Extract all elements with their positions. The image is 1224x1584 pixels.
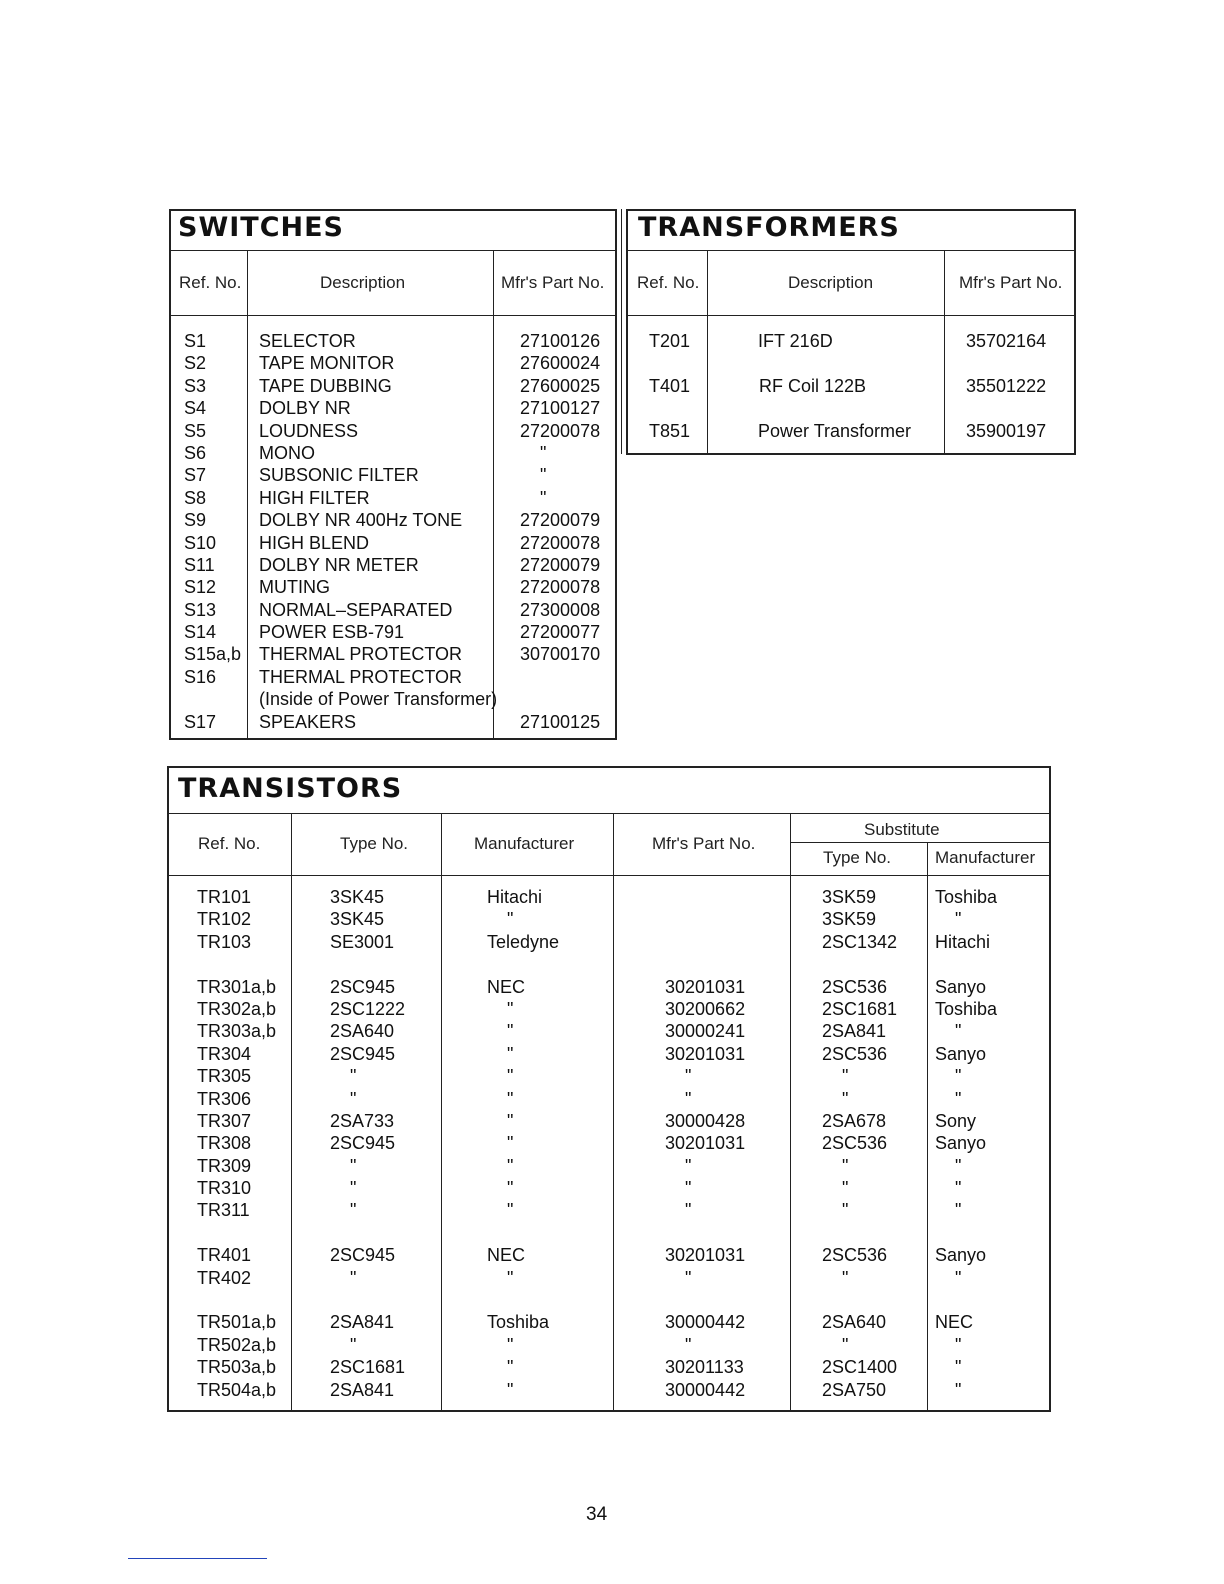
switch-ref: S9 <box>184 510 207 531</box>
transistor-ref: TR402 <box>197 1267 252 1288</box>
transformers-header-ref: Ref. No. <box>637 273 700 292</box>
transistor-type: " <box>350 1267 357 1288</box>
footer-rule <box>128 1558 267 1559</box>
transistors-header-type: Type No. <box>340 834 409 853</box>
transformers-col-divider <box>944 250 945 455</box>
transistor-part: 30201031 <box>665 976 746 997</box>
transistor-ref: TR302a,b <box>197 998 277 1019</box>
transistor-mfr: " <box>507 1267 514 1288</box>
transistor-type: 2SC1681 <box>330 1357 406 1378</box>
switches-col-divider <box>247 250 248 740</box>
transistor-sub-mfr <box>935 1222 997 1244</box>
transistor-type: " <box>350 1200 357 1221</box>
switch-desc: DOLBY NR 400Hz TONE <box>259 510 463 531</box>
transistor-mfr: " <box>507 1043 514 1064</box>
transformers-header-part: Mfr's Part No. <box>959 273 1063 292</box>
transistors-mfr-column <box>487 886 559 1401</box>
switches-header-desc: Description <box>320 273 406 292</box>
switches-header-ref: Ref. No. <box>179 273 242 292</box>
transistor-mfr: " <box>507 1200 514 1221</box>
transistor-sub-mfr: " <box>955 909 962 930</box>
transformers-title: TRANSFORMERS <box>638 212 900 243</box>
page-number: 34 <box>586 1504 608 1525</box>
transistor-sub-type: 2SC536 <box>822 1133 888 1154</box>
switch-desc: SPEAKERS <box>259 711 357 732</box>
transistor-ref: TR503a,b <box>197 1357 277 1378</box>
transistors-header-divider <box>167 875 1051 876</box>
transistor-ref: TR304 <box>197 1043 252 1064</box>
switch-part: 27100125 <box>520 711 601 732</box>
transistor-type: 2SA640 <box>330 1021 395 1042</box>
switch-ref: S7 <box>184 465 207 486</box>
switch-desc: DOLBY NR <box>259 398 351 419</box>
transistor-ref: TR501a,b <box>197 1312 277 1333</box>
transistor-type: 2SA733 <box>330 1110 395 1131</box>
transistors-sub-type-column <box>822 886 897 1401</box>
switch-part: 27300008 <box>520 599 601 620</box>
switches-header-part: Mfr's Part No. <box>501 273 605 292</box>
transistor-sub-mfr: Toshiba <box>935 998 998 1019</box>
transistor-sub-type: " <box>842 1088 849 1109</box>
transformer-part: 35702164 <box>966 331 1047 351</box>
transistors-ref-column <box>197 886 276 1401</box>
switch-desc: HIGH BLEND <box>259 532 370 553</box>
switches-desc-column <box>259 330 497 733</box>
transistor-sub-type: 2SA678 <box>822 1110 887 1131</box>
switch-part: 30700170 <box>520 644 601 665</box>
transistor-ref: TR502a,b <box>197 1334 277 1355</box>
transistor-ref: TR102 <box>197 909 252 930</box>
transistor-mfr <box>487 1222 559 1244</box>
switch-part: " <box>540 442 547 463</box>
transformer-desc: RF Coil 122B <box>759 376 867 396</box>
transistor-sub-mfr: Sony <box>935 1110 977 1131</box>
switch-desc: THERMAL PROTECTOR <box>259 666 463 687</box>
transformers-title-divider <box>626 250 1076 251</box>
transistor-mfr: NEC <box>487 976 526 997</box>
switch-desc: SUBSONIC FILTER <box>259 465 419 486</box>
transistor-part: " <box>685 1200 692 1221</box>
transistor-type: " <box>350 1088 357 1109</box>
transistors-type-column <box>330 886 405 1401</box>
transistor-sub-type: " <box>842 1066 849 1087</box>
transistor-sub-mfr: " <box>955 1066 962 1087</box>
transistor-sub-type: 3SK59 <box>822 909 877 930</box>
transistor-sub-type: " <box>842 1178 849 1199</box>
transistor-sub-mfr: Sanyo <box>935 1043 987 1064</box>
transistor-sub-mfr: " <box>955 1155 962 1176</box>
switch-part: 27200078 <box>520 420 601 441</box>
transistor-sub-mfr: Sanyo <box>935 976 987 997</box>
switch-ref: S12 <box>184 577 217 598</box>
transistor-sub-type <box>822 953 897 975</box>
transistor-type: " <box>350 1334 357 1355</box>
transistors-col-divider <box>291 813 292 1412</box>
transistor-part: 30200662 <box>665 998 746 1019</box>
transistor-mfr: " <box>507 1178 514 1199</box>
switch-desc: SELECTOR <box>259 331 356 351</box>
switch-desc: NORMAL–SEPARATED <box>259 599 453 620</box>
transistor-part <box>665 953 745 975</box>
switches-part-column <box>520 330 600 733</box>
switch-part <box>520 666 600 688</box>
switch-ref <box>184 688 241 710</box>
transistor-ref: TR308 <box>197 1133 252 1154</box>
transistor-type <box>330 1289 405 1311</box>
transistor-sub-type: " <box>842 1267 849 1288</box>
switch-desc: POWER ESB-791 <box>259 622 405 643</box>
transistor-sub-mfr <box>935 1289 997 1311</box>
switches-title-divider <box>169 250 617 251</box>
transistor-sub-type: 2SA750 <box>822 1379 887 1400</box>
transistor-type: 3SK45 <box>330 909 385 930</box>
switch-ref: S6 <box>184 442 207 463</box>
transistors-header-ref: Ref. No. <box>198 834 261 853</box>
transistors-title-divider <box>167 813 1051 814</box>
transistor-part: 30201031 <box>665 1245 746 1266</box>
transformer-part: 35501222 <box>966 376 1047 396</box>
transistor-sub-mfr: " <box>955 1021 962 1042</box>
transistor-sub-mfr: " <box>955 1334 962 1355</box>
transformer-ref: T851 <box>649 421 691 441</box>
transistor-sub-type: 2SC536 <box>822 1245 888 1266</box>
transistor-part: 30201031 <box>665 1043 746 1064</box>
transistor-sub-type: 2SC1681 <box>822 998 898 1019</box>
switch-desc: MONO <box>259 442 315 463</box>
switch-ref: S16 <box>184 666 217 687</box>
transistor-sub-type: 2SA841 <box>822 1021 887 1042</box>
transistor-part: 30000442 <box>665 1379 746 1400</box>
transistors-table <box>167 766 1051 1412</box>
transistor-sub-mfr: " <box>955 1178 962 1199</box>
transistors-header-mfr: Manufacturer <box>474 834 575 853</box>
transistor-type: " <box>350 1155 357 1176</box>
switch-desc: HIGH FILTER <box>259 487 370 508</box>
transistor-ref: TR307 <box>197 1110 252 1131</box>
transistor-type <box>330 953 405 975</box>
transistor-sub-mfr: Toshiba <box>935 887 998 907</box>
transistor-ref: TR504a,b <box>197 1379 277 1400</box>
transistors-sub-mfr-column <box>935 886 997 1401</box>
transistor-mfr: Hitachi <box>487 887 543 907</box>
transistor-part: 30201031 <box>665 1133 746 1154</box>
switch-part <box>520 688 600 710</box>
switch-part: 27200078 <box>520 532 601 553</box>
transistor-mfr <box>487 953 559 975</box>
switch-desc: MUTING <box>259 577 330 598</box>
transformer-part: 35900197 <box>966 421 1047 441</box>
switch-ref: S3 <box>184 375 207 396</box>
transformer-ref: T401 <box>649 376 691 396</box>
transistor-mfr: Teledyne <box>487 931 560 952</box>
transistor-type: SE3001 <box>330 931 395 952</box>
switch-ref: S8 <box>184 487 207 508</box>
switch-part: 27200077 <box>520 622 601 643</box>
switch-part: 27600025 <box>520 375 601 396</box>
transistor-ref: TR309 <box>197 1155 252 1176</box>
transistor-mfr: Toshiba <box>487 1312 550 1333</box>
transistor-sub-type: 2SA640 <box>822 1312 887 1333</box>
switch-desc: (Inside of Power Transformer) <box>259 689 498 710</box>
transistor-mfr: " <box>507 909 514 930</box>
transistor-sub-mfr: Sanyo <box>935 1245 987 1266</box>
transistor-part: " <box>685 1155 692 1176</box>
transistor-ref <box>197 1222 276 1244</box>
transistor-part <box>665 931 745 953</box>
transistor-sub-mfr: Sanyo <box>935 1133 987 1154</box>
transistor-type: 2SC945 <box>330 1043 396 1064</box>
transistor-ref <box>197 953 276 975</box>
transistors-header-sub-mfr: Manufacturer <box>935 848 1036 867</box>
transistor-part: " <box>685 1178 692 1199</box>
transistor-part <box>665 1289 745 1311</box>
transistor-ref: TR301a,b <box>197 976 277 997</box>
transistor-part <box>665 886 745 908</box>
transistor-type <box>330 1222 405 1244</box>
transistor-sub-type: 2SC1342 <box>822 931 898 952</box>
transistor-type: 2SA841 <box>330 1379 395 1400</box>
switch-ref: S4 <box>184 398 207 419</box>
transistor-part: " <box>685 1066 692 1087</box>
transistor-type: 2SA841 <box>330 1312 395 1333</box>
transistor-ref: TR103 <box>197 931 252 952</box>
transistor-sub-type <box>822 1289 897 1311</box>
switch-ref: S14 <box>184 622 217 643</box>
transistors-title: TRANSISTORS <box>178 773 403 804</box>
transformer-desc: IFT 216D <box>758 331 833 351</box>
transformers-header-desc: Description <box>788 273 874 292</box>
transistor-ref: TR311 <box>197 1200 250 1221</box>
switch-part: 27200078 <box>520 577 601 598</box>
transistor-mfr: " <box>507 1088 514 1109</box>
transistors-part-column <box>665 886 745 1401</box>
switch-part: 27600024 <box>520 353 601 374</box>
transistor-sub-mfr: Hitachi <box>935 931 991 952</box>
transistors-col-divider <box>927 842 928 1412</box>
transistor-mfr: " <box>507 1155 514 1176</box>
transistor-ref: TR303a,b <box>197 1021 277 1042</box>
transistor-part: 30000442 <box>665 1312 746 1333</box>
transistor-ref: TR401 <box>197 1245 252 1266</box>
transistor-part: " <box>685 1088 692 1109</box>
transistor-sub-type: 2SC536 <box>822 976 888 997</box>
transistors-substitute-divider <box>790 842 1051 843</box>
transformer-ref: T201 <box>649 331 691 351</box>
transistor-sub-mfr: " <box>955 1200 962 1221</box>
transistor-part: " <box>685 1334 692 1355</box>
transistor-sub-mfr: NEC <box>935 1312 974 1333</box>
transistors-header-part: Mfr's Part No. <box>652 834 756 853</box>
transistor-type: 2SC945 <box>330 1245 396 1266</box>
switch-ref: S5 <box>184 420 207 441</box>
switch-ref: S10 <box>184 532 217 553</box>
switch-ref: S15a,b <box>184 644 242 665</box>
switch-ref: S17 <box>184 711 217 732</box>
transistor-ref <box>197 1289 276 1311</box>
transistors-col-divider <box>441 813 442 1412</box>
switches-title: SWITCHES <box>178 212 344 243</box>
transistor-sub-type: 2SC536 <box>822 1043 888 1064</box>
transistor-mfr: " <box>507 1133 514 1154</box>
transistor-type: " <box>350 1066 357 1087</box>
switch-ref: S11 <box>184 554 215 575</box>
transistor-sub-type: " <box>842 1155 849 1176</box>
transistor-type: 2SC945 <box>330 976 396 997</box>
transistor-sub-mfr: " <box>955 1357 962 1378</box>
switches-header-divider <box>169 315 617 316</box>
transistors-col-divider <box>613 813 614 1412</box>
switch-desc: DOLBY NR METER <box>259 554 419 575</box>
transistor-mfr: " <box>507 1379 514 1400</box>
transistor-mfr: NEC <box>487 1245 526 1266</box>
transistor-sub-mfr <box>935 953 997 975</box>
tables-separator <box>621 209 622 454</box>
transistor-sub-type: 2SC1400 <box>822 1357 898 1378</box>
transistor-type: " <box>350 1178 357 1199</box>
transistor-mfr: " <box>507 1066 514 1087</box>
transistor-mfr <box>487 1289 559 1311</box>
transistor-mfr: " <box>507 1334 514 1355</box>
transistor-part: 30201133 <box>665 1357 744 1378</box>
switch-part: 27200079 <box>520 510 601 531</box>
transistor-part: 30000428 <box>665 1110 746 1131</box>
transistor-ref: TR306 <box>197 1088 252 1109</box>
switch-desc: TAPE DUBBING <box>259 375 392 396</box>
switches-ref-column <box>184 330 241 733</box>
transistor-sub-type: " <box>842 1200 849 1221</box>
transistor-sub-mfr: " <box>955 1267 962 1288</box>
transformers-col-divider <box>707 250 708 455</box>
transistor-sub-type: " <box>842 1334 849 1355</box>
switch-ref: S2 <box>184 353 207 374</box>
transistor-part <box>665 908 745 930</box>
transformer-desc: Power Transformer <box>758 421 912 441</box>
transistor-type: 2SC1222 <box>330 998 406 1019</box>
transistor-mfr: " <box>507 1110 514 1131</box>
switch-desc: THERMAL PROTECTOR <box>259 644 463 665</box>
transistor-type: 2SC945 <box>330 1133 396 1154</box>
switch-desc: TAPE MONITOR <box>259 353 395 374</box>
transistor-mfr: " <box>507 1357 514 1378</box>
transistors-header-sub-type: Type No. <box>823 848 892 867</box>
transistor-ref: TR310 <box>197 1178 252 1199</box>
switch-part: 27100126 <box>520 331 601 351</box>
switch-ref: S1 <box>184 331 207 351</box>
transistor-part: " <box>685 1267 692 1288</box>
transistor-mfr: " <box>507 1021 514 1042</box>
switch-ref: S13 <box>184 599 217 620</box>
transistor-part: 30000241 <box>665 1021 746 1042</box>
transistor-part <box>665 1222 745 1244</box>
transistor-type: 3SK45 <box>330 887 385 907</box>
switch-part: " <box>540 465 547 486</box>
transistor-ref: TR101 <box>197 887 252 907</box>
switch-part: " <box>540 487 547 508</box>
transistor-sub-type: 3SK59 <box>822 887 877 907</box>
transistor-sub-type <box>822 1222 897 1244</box>
switch-part: 27100127 <box>520 398 601 419</box>
switch-part: 27200079 <box>520 554 601 575</box>
transistor-ref: TR305 <box>197 1066 252 1087</box>
transistors-col-divider <box>790 813 791 1412</box>
switch-desc: LOUDNESS <box>259 420 359 441</box>
transistor-sub-mfr: " <box>955 1379 962 1400</box>
transistors-header-substitute: Substitute <box>864 820 940 839</box>
transistor-sub-mfr: " <box>955 1088 962 1109</box>
transistor-mfr: " <box>507 998 514 1019</box>
transformers-header-divider <box>626 315 1076 316</box>
